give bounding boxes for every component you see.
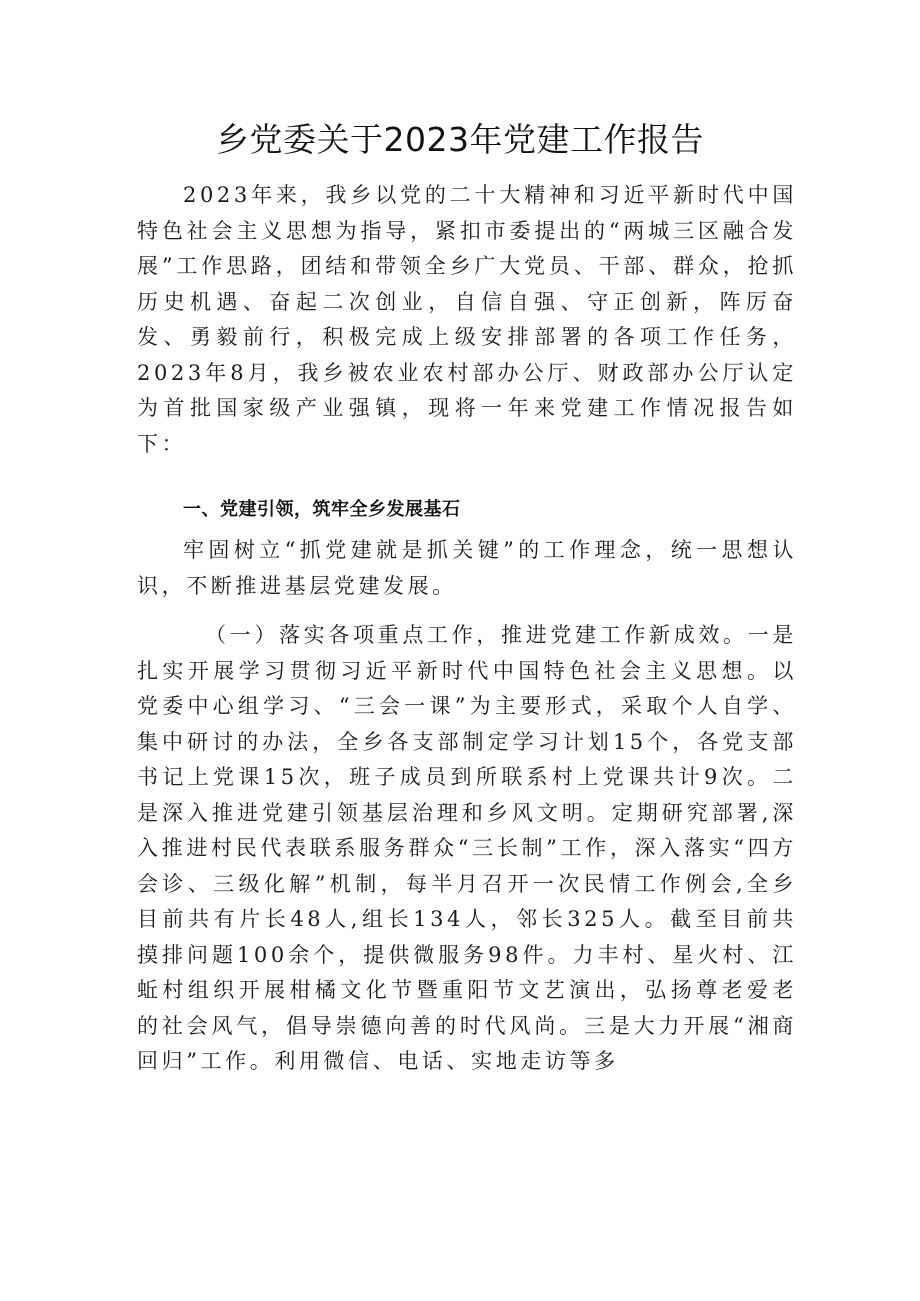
intro-paragraph: 2023年来，我乡以党的二十大精神和习近平新时代中国特色社会主义思想为指导，紧扣市委提出的“两城三区融合发展”工作思路，团结和带领全乡广大党员、干部、群众，抢抓历史机遇、奋起二次创业，自信自强、守正创新，阵厉奋发、勇毅前行，积极完成上级安排部署的各项工作任务，2023年8月，我乡被农业农村部办公厅、财政部办公厅认定为首批国家级产业强镇，现将一年来党建工作情况报告如下： (137, 183, 797, 456)
section-heading: 一、党建引领，筑牢全乡发展基石 (183, 499, 461, 520)
section-intro-paragraph: 牢固树立“抓党建就是抓关键”的工作理念，统一思想认识，不断推进基层党建发展。 (137, 538, 797, 598)
document-title: 乡党委关于2023年党建工作报告 (216, 120, 704, 159)
subsection-paragraph: （一）落实各项重点工作，推进党建工作新成效。一是扎实开展学习贯彻习近平新时代中国特色社会主义思想。以党委中心组学习、“三会一课”为主要形式，采取个人自学、集中研讨的办法，全乡各支部制定学习计划15个，各党支部书记上党课15次，班子成员到所联系村上党课共计9次。二是深入推进党建引领基层治理和乡风文明。定期研究部署,深入推进村民代表联系服务群众“三长制”工作，深入落实“四方会诊、三级化解”机制，每半月召开一次民情工作例会,全乡目前共有片长48人,组长134人，邻长325人。截至目前共摸排问题100余个，提供微服务98件。力丰村、星火村、江蚯村组织开展柑橘文化节暨重阳节文艺演出，弘扬尊老爱老的社会风气，倡导崇德向善的时代风尚。三是大力开展“湘商回归”工作。利用微信、电话、实地走访等多 (137, 623, 797, 1073)
